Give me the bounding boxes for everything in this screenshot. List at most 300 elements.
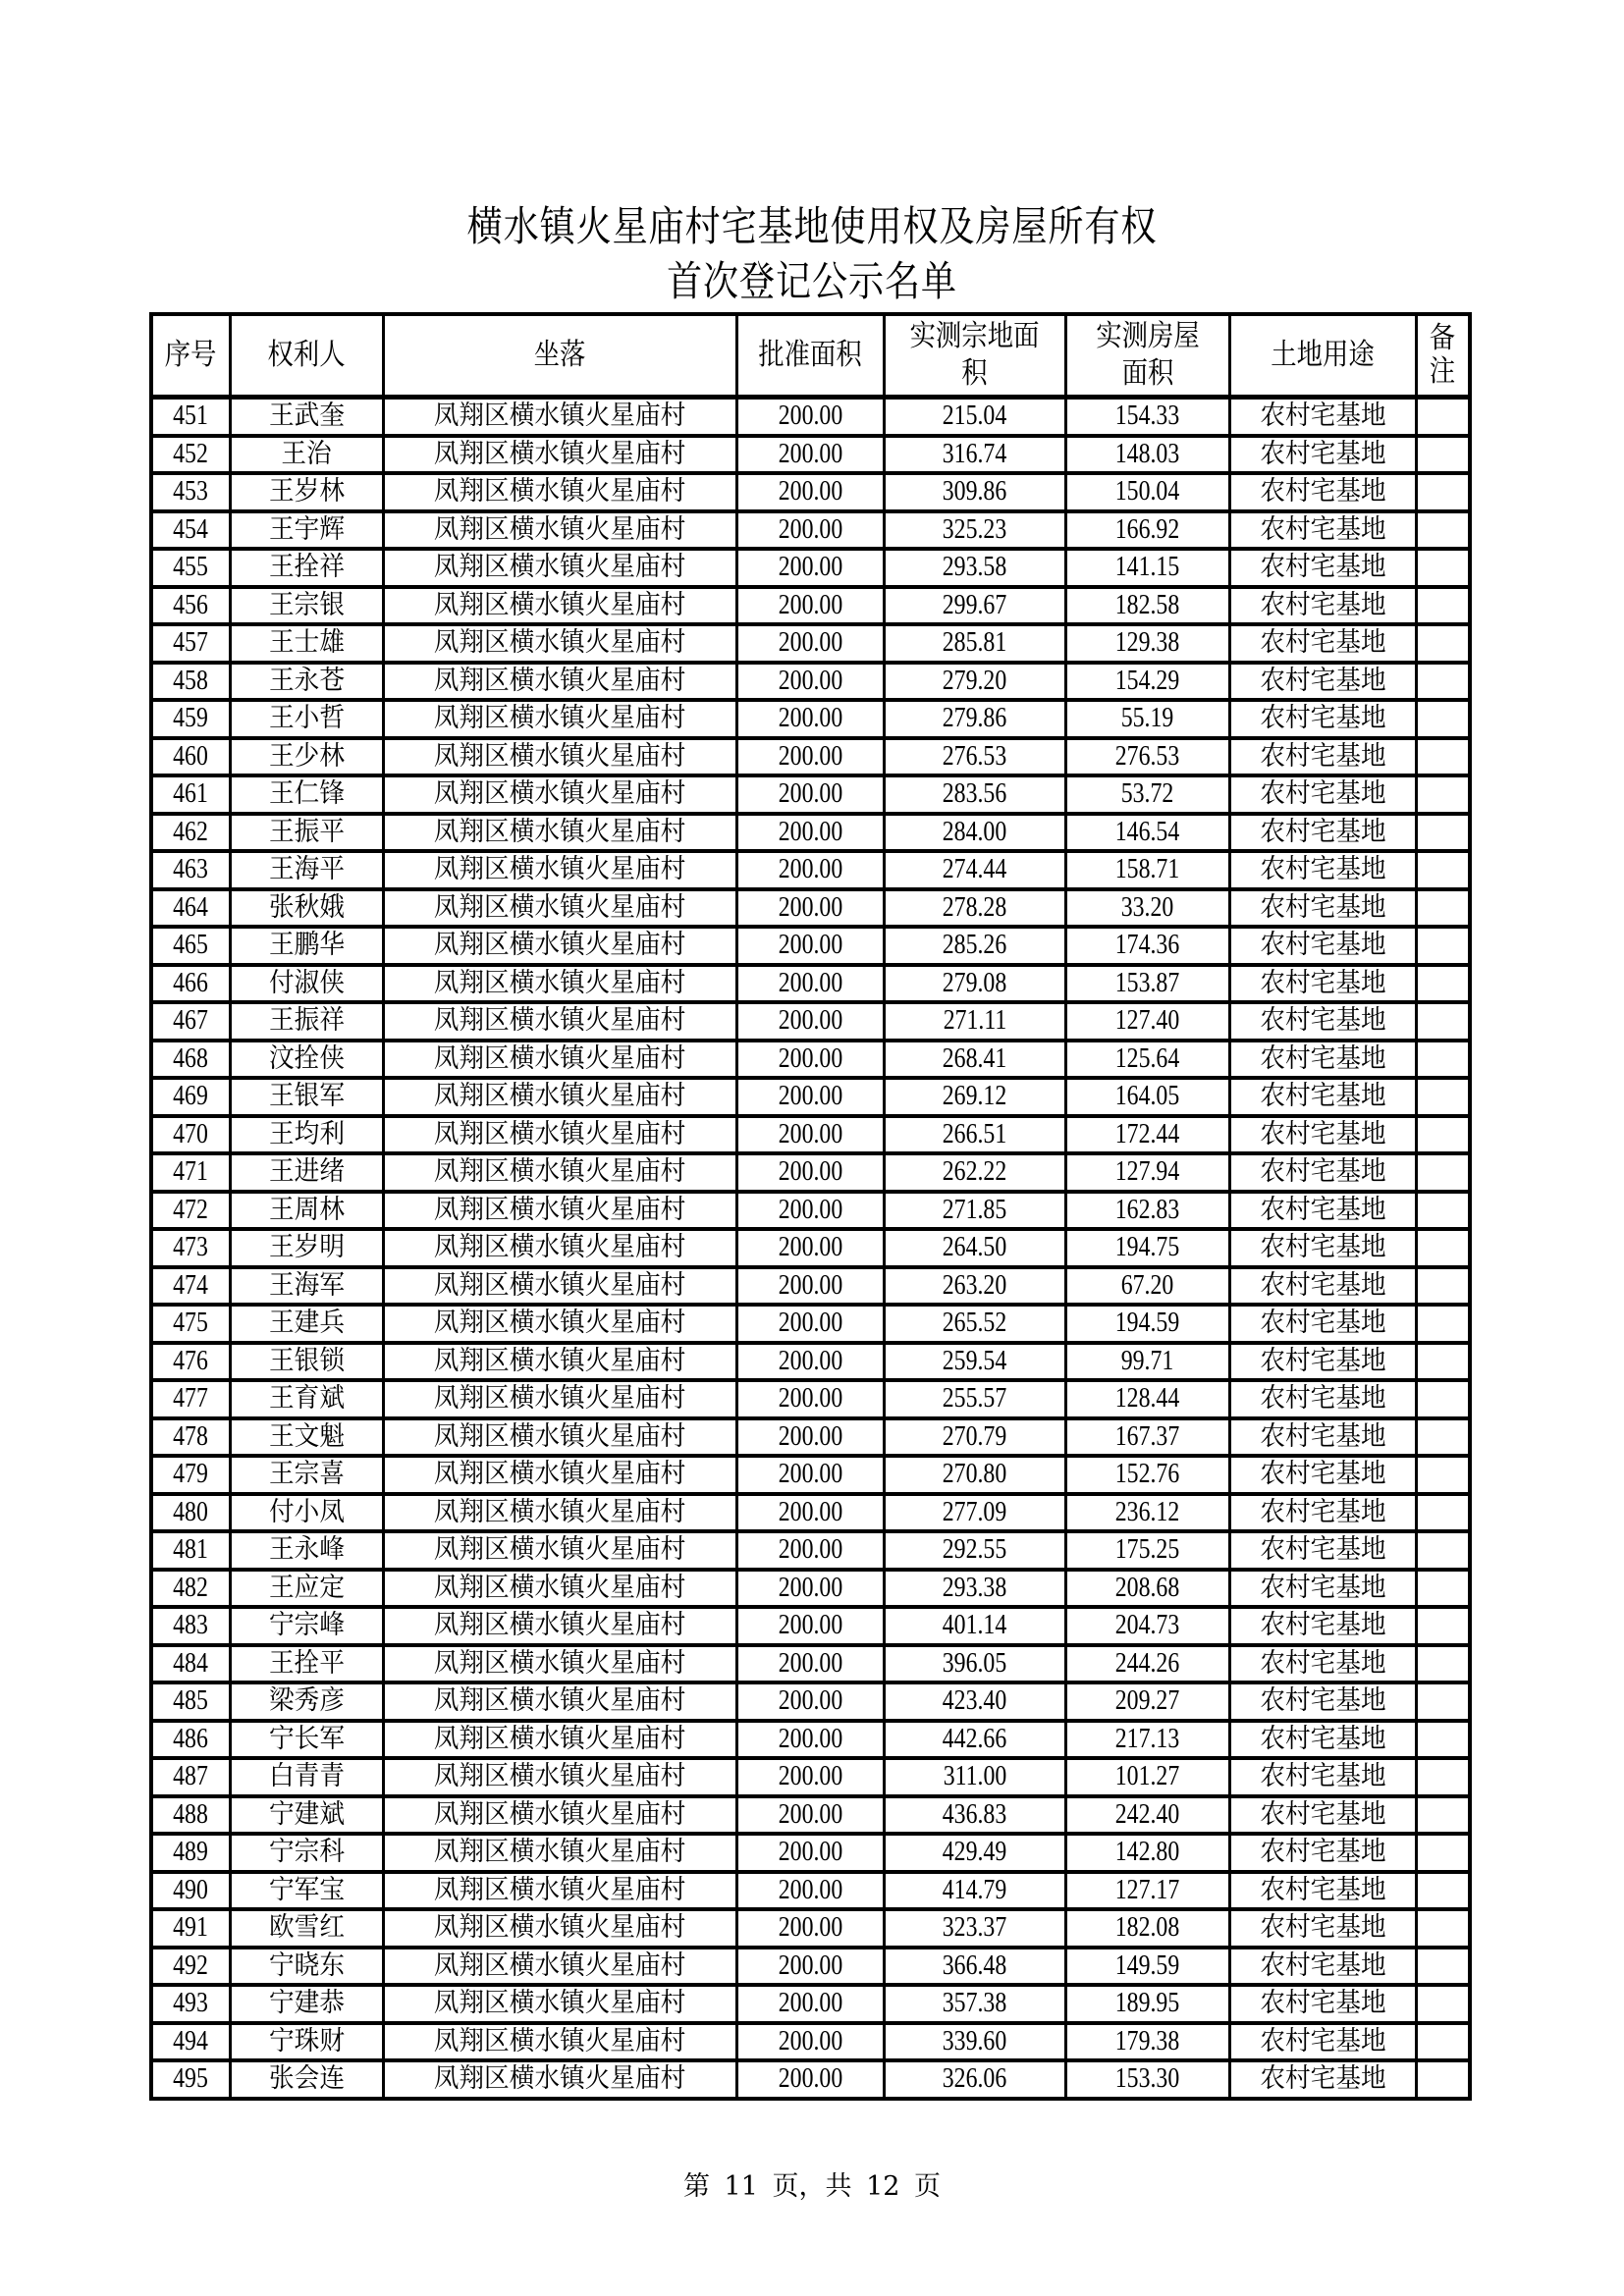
seq-value: 467 [173,1005,209,1037]
location-value: 凤翔区横水镇火星庙村 [433,1308,686,1339]
measured-house-area-value: 217.13 [1114,1723,1180,1754]
cell-land-use [1229,775,1416,814]
cell-location [383,511,736,550]
approved-area-value: 200.00 [778,1081,842,1112]
cell-seq [151,2060,230,2099]
seq-value: 461 [173,778,209,810]
seq-value: 458 [173,665,209,696]
cell-measured-land-area [884,1456,1065,1494]
approved-area-value: 200.00 [778,1308,842,1339]
cell-measured-house-area [1065,1305,1229,1343]
land-use-value: 农村宅基地 [1259,1610,1386,1641]
cell-land-use [1229,436,1416,474]
cell-land-use [1229,624,1416,663]
cell-location [383,624,736,663]
seq-value: 466 [173,967,209,998]
owner-value: 宁晓东 [268,1949,345,1981]
approved-area-value: 200.00 [778,930,842,961]
owner-value: 王岁林 [268,476,345,507]
header-measured-house-area-label: 实测房屋面积 [1095,319,1200,391]
cell-measured-house-area [1065,663,1229,701]
table-row [151,2060,1470,2099]
location-value: 凤翔区横水镇火星庙村 [433,1042,686,1074]
table-row [151,549,1470,587]
cell-land-use [1229,1758,1416,1796]
cell-land-use [1229,1078,1416,1116]
cell-remark [1416,1380,1470,1418]
land-use-value: 农村宅基地 [1259,778,1386,810]
cell-measured-land-area [884,473,1065,511]
owner-value: 王育斌 [268,1383,345,1415]
cell-location [383,1531,736,1570]
cell-location [383,1229,736,1267]
approved-area-value: 200.00 [778,627,842,659]
cell-remark [1416,1985,1470,2023]
approved-area-value: 200.00 [778,1798,842,1830]
cell-owner [230,927,383,965]
measured-land-area-value: 323.37 [942,1912,1007,1944]
owner-value: 宁珠财 [268,2025,345,2056]
cell-measured-land-area [884,1002,1065,1041]
cell-measured-house-area [1065,1796,1229,1835]
cell-measured-land-area [884,851,1065,889]
approved-area-value: 200.00 [778,1232,842,1263]
document-subtitle: 首次登记公示名单 [667,257,957,305]
cell-approved-area [736,927,884,965]
cell-remark [1416,1229,1470,1267]
owner-value: 王振平 [268,816,345,847]
owner-value: 宁军宝 [268,1874,345,1905]
seq-value: 452 [173,438,209,469]
cell-measured-land-area [884,1758,1065,1796]
approved-area-value: 200.00 [778,1194,842,1225]
land-use-value: 农村宅基地 [1259,703,1386,734]
measured-house-area-value: 141.15 [1114,552,1180,583]
cell-measured-land-area [884,398,1065,436]
owner-value: 王振祥 [268,1005,345,1037]
cell-remark [1416,1267,1470,1306]
land-use-value: 农村宅基地 [1259,1420,1386,1452]
owner-value: 张秋娥 [268,891,345,923]
approved-area-value: 200.00 [778,1534,842,1566]
cell-seq [151,624,230,663]
table-row [151,1041,1470,1079]
measured-land-area-value: 429.49 [942,1837,1007,1868]
land-use-value: 农村宅基地 [1259,1534,1386,1566]
approved-area-value: 200.00 [778,400,842,432]
measured-house-area-value: 99.71 [1120,1345,1174,1376]
cell-land-use [1229,663,1416,701]
measured-house-area-value: 150.04 [1114,476,1180,507]
document-title: 横水镇火星庙村宅基地使用权及房屋所有权 [466,202,1158,250]
cell-remark [1416,1721,1470,1759]
cell-owner [230,1872,383,1910]
owner-value: 王仁锋 [268,778,345,810]
owner-value: 王海平 [268,854,345,885]
table-row [151,965,1470,1003]
cell-location [383,1948,736,1986]
table-row [151,1645,1470,1683]
seq-value: 472 [173,1194,209,1225]
cell-approved-area [736,511,884,550]
cell-measured-land-area [884,1418,1065,1457]
owner-value: 王周林 [268,1194,345,1225]
cell-owner [230,1192,383,1230]
cell-owner [230,2060,383,2099]
measured-land-area-value: 268.41 [942,1042,1007,1074]
location-value: 凤翔区横水镇火星庙村 [433,552,686,583]
approved-area-value: 200.00 [778,816,842,847]
table-row [151,700,1470,738]
cell-remark [1416,1153,1470,1192]
cell-location [383,700,736,738]
cell-measured-land-area [884,1153,1065,1192]
owner-value: 王治 [281,438,332,469]
measured-land-area-value: 366.48 [942,1949,1007,1981]
measured-house-area-value: 153.30 [1114,2063,1180,2095]
seq-value: 463 [173,854,209,885]
land-use-value: 农村宅基地 [1259,1232,1386,1263]
cell-seq [151,1456,230,1494]
measured-house-area-value: 167.37 [1114,1420,1180,1452]
measured-house-area-value: 154.33 [1114,400,1180,432]
cell-measured-house-area [1065,1645,1229,1683]
owner-value: 王永峰 [268,1534,345,1566]
table-row [151,927,1470,965]
land-use-value: 农村宅基地 [1259,1912,1386,1944]
cell-seq [151,1343,230,1381]
cell-measured-house-area [1065,1041,1229,1079]
table-row [151,1721,1470,1759]
cell-owner [230,624,383,663]
seq-value: 451 [173,400,209,432]
owner-value: 张会连 [268,2063,345,2095]
cell-owner [230,1948,383,1986]
location-value: 凤翔区横水镇火星庙村 [433,1988,686,2019]
cell-approved-area [736,1796,884,1835]
measured-land-area-value: 271.85 [942,1194,1007,1225]
seq-value: 455 [173,552,209,583]
page-footer: 第 11 页，共 12 页 [682,2171,942,2202]
cell-seq [151,1229,230,1267]
cell-seq [151,1494,230,1532]
measured-house-area-value: 164.05 [1114,1081,1180,1112]
cell-seq [151,1531,230,1570]
header-land-use [1229,314,1416,398]
cell-remark [1416,927,1470,965]
land-use-value: 农村宅基地 [1259,967,1386,998]
cell-measured-house-area [1065,1002,1229,1041]
header-owner-label: 权利人 [267,338,346,372]
cell-approved-area [736,889,884,928]
cell-location [383,851,736,889]
measured-land-area-value: 293.38 [942,1572,1007,1603]
cell-seq [151,775,230,814]
approved-area-value: 200.00 [778,1685,842,1717]
location-value: 凤翔区横水镇火星庙村 [433,665,686,696]
cell-seq [151,700,230,738]
measured-house-area-value: 67.20 [1120,1269,1174,1301]
seq-value: 457 [173,627,209,659]
cell-land-use [1229,1267,1416,1306]
cell-location [383,1116,736,1154]
owner-value: 王银军 [268,1081,345,1112]
cell-seq [151,1418,230,1457]
cell-approved-area [736,1456,884,1494]
table-row [151,1343,1470,1381]
owner-value: 王鹏华 [268,930,345,961]
cell-remark [1416,2060,1470,2099]
seq-value: 454 [173,513,209,545]
owner-value: 白青青 [268,1761,345,1792]
cell-location [383,1834,736,1872]
measured-land-area-value: 270.79 [942,1420,1007,1452]
cell-approved-area [736,1909,884,1948]
cell-seq [151,511,230,550]
location-value: 凤翔区横水镇火星庙村 [433,1949,686,1981]
table-row [151,851,1470,889]
measured-land-area-value: 339.60 [942,2025,1007,2056]
measured-land-area-value: 325.23 [942,513,1007,545]
table-row [151,1758,1470,1796]
cell-measured-house-area [1065,511,1229,550]
cell-measured-house-area [1065,1682,1229,1721]
measured-land-area-value: 285.81 [942,627,1007,659]
approved-area-value: 200.00 [778,1988,842,2019]
cell-remark [1416,1570,1470,1608]
seq-value: 453 [173,476,209,507]
seq-value: 482 [173,1572,209,1603]
measured-house-area-value: 175.25 [1114,1534,1180,1566]
cell-measured-land-area [884,1570,1065,1608]
cell-approved-area [736,700,884,738]
approved-area-value: 200.00 [778,589,842,620]
cell-remark [1416,587,1470,625]
land-use-value: 农村宅基地 [1259,2025,1386,2056]
approved-area-value: 200.00 [778,665,842,696]
cell-approved-area [736,814,884,852]
land-use-value: 农村宅基地 [1259,589,1386,620]
cell-approved-area [736,1041,884,1079]
table-row [151,814,1470,852]
approved-area-value: 200.00 [778,1459,842,1490]
cell-measured-land-area [884,965,1065,1003]
approved-area-value: 200.00 [778,438,842,469]
cell-land-use [1229,1418,1416,1457]
location-value: 凤翔区横水镇火星庙村 [433,740,686,772]
cell-location [383,965,736,1003]
cell-location [383,398,736,436]
cell-location [383,1721,736,1759]
table-row [151,2023,1470,2061]
cell-land-use [1229,1834,1416,1872]
cell-remark [1416,1418,1470,1457]
cell-owner [230,1380,383,1418]
owner-value: 王永苍 [268,665,345,696]
cell-seq [151,436,230,474]
land-use-value: 农村宅基地 [1259,1345,1386,1376]
cell-measured-house-area [1065,1267,1229,1306]
approved-area-value: 200.00 [778,1156,842,1188]
seq-value: 473 [173,1232,209,1263]
cell-measured-land-area [884,927,1065,965]
location-value: 凤翔区横水镇火星庙村 [433,2063,686,2095]
cell-measured-house-area [1065,1607,1229,1645]
measured-house-area-value: 174.36 [1114,930,1180,961]
cell-measured-land-area [884,1380,1065,1418]
location-value: 凤翔区横水镇火星庙村 [433,1912,686,1944]
cell-measured-house-area [1065,814,1229,852]
cell-remark [1416,1116,1470,1154]
measured-house-area-value: 142.80 [1114,1837,1180,1868]
table-row [151,624,1470,663]
measured-land-area-value: 414.79 [942,1874,1007,1905]
land-use-value: 农村宅基地 [1259,1005,1386,1037]
cell-remark [1416,1456,1470,1494]
cell-measured-house-area [1065,1872,1229,1910]
owner-value: 王拴祥 [268,552,345,583]
cell-approved-area [736,1305,884,1343]
cell-measured-house-area [1065,927,1229,965]
cell-location [383,1418,736,1457]
approved-area-value: 200.00 [778,967,842,998]
cell-measured-land-area [884,1645,1065,1683]
table-row [151,1494,1470,1532]
cell-land-use [1229,1380,1416,1418]
land-use-value: 农村宅基地 [1259,1269,1386,1301]
table-row [151,1796,1470,1835]
measured-land-area-value: 278.28 [942,891,1007,923]
measured-house-area-value: 127.40 [1114,1005,1180,1037]
cell-land-use [1229,1305,1416,1343]
location-value: 凤翔区横水镇火星庙村 [433,703,686,734]
cell-owner [230,2023,383,2061]
cell-remark [1416,1343,1470,1381]
cell-location [383,1796,736,1835]
approved-area-value: 200.00 [778,1269,842,1301]
seq-value: 456 [173,589,209,620]
owner-value: 欧雪红 [268,1912,345,1944]
measured-land-area-value: 326.06 [942,2063,1007,2095]
cell-remark [1416,1948,1470,1986]
approved-area-value: 200.00 [778,1042,842,1074]
measured-house-area-value: 182.58 [1114,589,1180,620]
measured-house-area-value: 194.75 [1114,1232,1180,1263]
measured-land-area-value: 279.08 [942,967,1007,998]
seq-value: 490 [173,1874,209,1905]
seq-value: 460 [173,740,209,772]
cell-land-use [1229,1229,1416,1267]
land-use-value: 农村宅基地 [1259,1949,1386,1981]
seq-value: 494 [173,2025,209,2056]
location-value: 凤翔区横水镇火星庙村 [433,1194,686,1225]
measured-house-area-value: 55.19 [1120,703,1174,734]
cell-seq [151,1380,230,1418]
approved-area-value: 200.00 [778,552,842,583]
land-use-value: 农村宅基地 [1259,513,1386,545]
cell-seq [151,398,230,436]
location-value: 凤翔区横水镇火星庙村 [433,1874,686,1905]
cell-owner [230,775,383,814]
cell-remark [1416,738,1470,776]
cell-remark [1416,1494,1470,1532]
table-row [151,436,1470,474]
table-row [151,1456,1470,1494]
owner-value: 王宇辉 [268,513,345,545]
owner-value: 王均利 [268,1118,345,1149]
land-use-value: 农村宅基地 [1259,1798,1386,1830]
cell-land-use [1229,1002,1416,1041]
cell-owner [230,1682,383,1721]
cell-owner [230,436,383,474]
cell-owner [230,1834,383,1872]
cell-remark [1416,775,1470,814]
cell-approved-area [736,1570,884,1608]
cell-measured-land-area [884,1796,1065,1835]
cell-owner [230,965,383,1003]
cell-measured-house-area [1065,851,1229,889]
cell-remark [1416,663,1470,701]
cell-seq [151,1948,230,1986]
seq-value: 480 [173,1496,209,1527]
cell-remark [1416,700,1470,738]
cell-land-use [1229,889,1416,928]
cell-approved-area [736,965,884,1003]
measured-land-area-value: 266.51 [942,1118,1007,1149]
cell-location [383,2060,736,2099]
cell-approved-area [736,624,884,663]
measured-house-area-value: 204.73 [1114,1610,1180,1641]
owner-value: 王小哲 [268,703,345,734]
cell-location [383,1909,736,1948]
seq-value: 481 [173,1534,209,1566]
owner-value: 王武奎 [268,400,345,432]
owner-value: 汶拴侠 [268,1042,345,1074]
cell-measured-house-area [1065,1116,1229,1154]
cell-remark [1416,549,1470,587]
location-value: 凤翔区横水镇火星庙村 [433,1345,686,1376]
owner-value: 王岁明 [268,1232,345,1263]
cell-measured-house-area [1065,1758,1229,1796]
cell-approved-area [736,2023,884,2061]
measured-house-area-value: 236.12 [1114,1496,1180,1527]
measured-land-area-value: 357.38 [942,1988,1007,2019]
approved-area-value: 200.00 [778,513,842,545]
cell-remark [1416,1041,1470,1079]
measured-house-area-value: 148.03 [1114,438,1180,469]
measured-land-area-value: 292.55 [942,1534,1007,1566]
cell-owner [230,1531,383,1570]
table-row [151,1267,1470,1306]
cell-remark [1416,436,1470,474]
cell-owner [230,1002,383,1041]
location-value: 凤翔区横水镇火星庙村 [433,438,686,469]
measured-house-area-value: 53.72 [1120,778,1174,810]
cell-land-use [1229,2023,1416,2061]
measured-house-area-value: 153.87 [1114,967,1180,998]
cell-land-use [1229,851,1416,889]
cell-remark [1416,1758,1470,1796]
owner-value: 宁建斌 [268,1798,345,1830]
cell-remark [1416,511,1470,550]
cell-location [383,2023,736,2061]
measured-land-area-value: 259.54 [942,1345,1007,1376]
location-value: 凤翔区横水镇火星庙村 [433,1572,686,1603]
land-use-value: 农村宅基地 [1259,1761,1386,1792]
measured-house-area-value: 162.83 [1114,1194,1180,1225]
measured-land-area-value: 262.22 [942,1156,1007,1188]
cell-remark [1416,1796,1470,1835]
